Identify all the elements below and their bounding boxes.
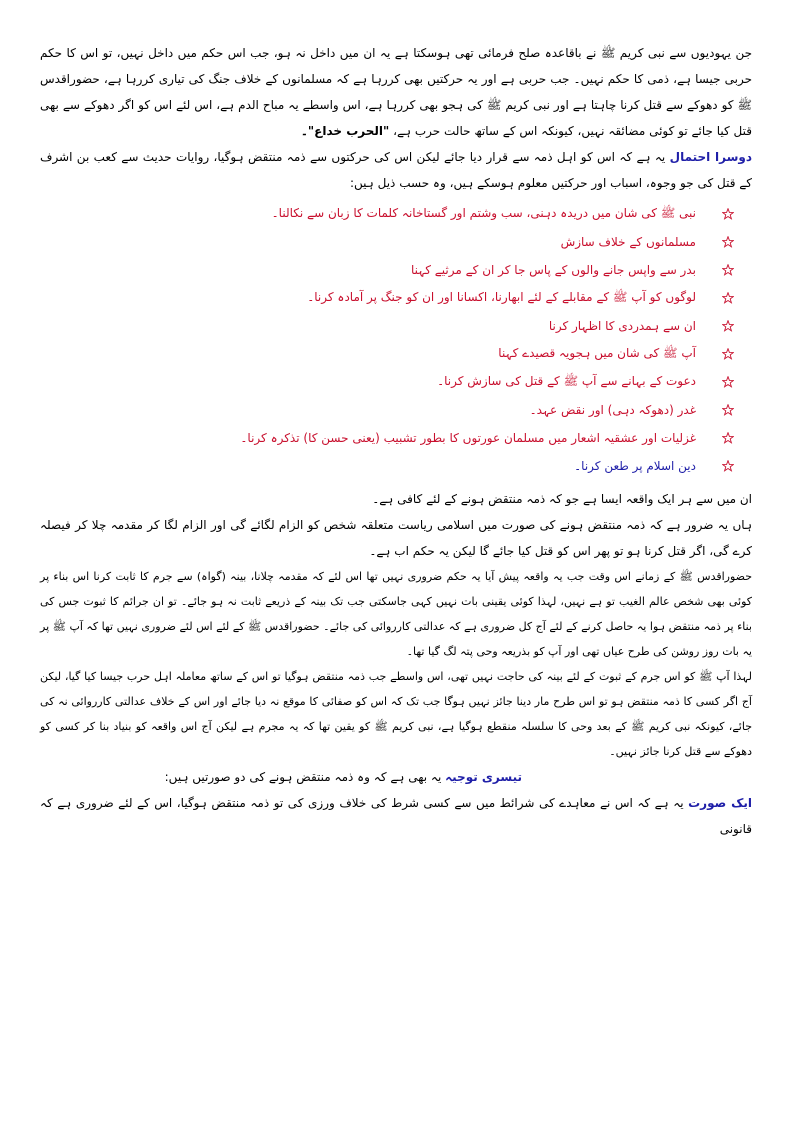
star-outline-icon [722, 208, 734, 220]
paragraph-2-text: یہ ہے کہ اس کو اہل ذمہ سے قرار دیا جائے لیکن اس کی حرکتوں سے ذمہ منتقض ہوگیا، روایات حدیث سے کعب بن اشرف کے قتل کی جو وجوہ، اسباب اور حرکتیں معلوم ہوسکے ہیں، وہ حسب ذیل ہیں: [40, 150, 752, 190]
list-item [40, 228, 734, 256]
star-outline-icon [722, 236, 734, 248]
star-outline-icon [722, 320, 734, 332]
paragraph-1 [40, 40, 752, 144]
small-text-block [40, 564, 752, 764]
list-item [40, 340, 734, 368]
list-item-text: ان سے ہمدردی کا اظہار کرنا [548, 319, 696, 333]
star-outline-icon [722, 348, 734, 360]
paragraph-1-text: جن یہودیوں سے نبی کریم ﷺ نے باقاعدہ صلح فرمائی تھی ہوسکتا ہے یہ ان میں داخل نہ ہو، جب اس حکم میں داخل نہیں، تو اس کا حکم حربی جیسا ہے، ذمی کا حکم نہیں۔ جب حربی ہے اور یہ حرکتیں بھی کررہا ہے کہ مسلمانوں کے خلاف جنگ کی تیاری کررہا ہے، حضوراقدس ﷺ کو دھوکے سے قتل کرنا چاہتا ہے اور نبی کریم ﷺ کی ہجو بھی کررہا ہے، اس واسطے یہ مباح الدم ہے، اس لئے اس کو اگر دھوکے سے بھی قتل کیا جائے تو کوئی مضائقہ نہیں، کیونکہ اس کے ساتھ حالت حرب ہے، [40, 46, 752, 138]
list-item-text: دین اسلام پر طعن کرنا۔ [574, 459, 696, 473]
paragraph-8 [40, 790, 752, 842]
star-outline-icon [722, 292, 734, 304]
paragraph-8-lead: ایک صورت [688, 796, 752, 810]
list-item-text: لوگوں کو آپ ﷺ کے مقابلے کے لئے ابھارنا، اکسانا اور ان کو جنگ پر آمادہ کرنا۔ [307, 289, 696, 304]
paragraph-2 [40, 144, 752, 196]
list-item [40, 312, 734, 340]
list-item-text: آپ ﷺ کی شان میں ہجویہ قصیدے کہنا [498, 345, 696, 360]
paragraph-7 [40, 764, 752, 790]
list-item [40, 424, 734, 452]
star-outline-icon [722, 376, 734, 388]
paragraph-3: ان میں سے ہر ایک واقعہ ایسا ہے جو کہ ذمہ منتقض ہونے کے لئے کافی ہے۔ [372, 492, 752, 506]
paragraph-8-text: یہ ہے کہ اس نے معاہدے کی شرائط میں سے کسی شرط کی خلاف ورزی کی تو ذمہ منتقض ہوگیا، اس کے لئے ضروری ہے کہ قانونی [40, 796, 752, 836]
paragraph-7-lead: تیسری توجیہ [445, 770, 522, 784]
list-item-text: مسلمانوں کے خلاف سازش [560, 235, 696, 249]
paragraph-2-lead: دوسرا احتمال [669, 150, 753, 164]
list-item-text: دعوت کے بہانے سے آپ ﷺ کے قتل کی سازش کرنا۔ [437, 373, 696, 388]
list-item-text: بدر سے واپس جانے والوں کے پاس جا کر ان کے مرثیے کہنا [410, 263, 696, 277]
star-outline-icon [722, 264, 734, 276]
document-page [40, 40, 752, 842]
star-outline-icon [722, 432, 734, 444]
list-item [40, 284, 734, 312]
star-outline-icon [722, 460, 734, 472]
list-item-text: نبی ﷺ کی شان میں دریدہ دہنی، سب وشتم اور گستاخانہ کلمات کا زبان سے نکالنا۔ [271, 205, 696, 220]
paragraph-1-quote: "الحرب خداع"۔ [300, 124, 390, 138]
list-item [40, 396, 734, 424]
list-item [40, 200, 734, 228]
list-item-text: غدر (دھوکہ دہی) اور نقض عہد۔ [529, 403, 696, 417]
list-item [40, 452, 734, 480]
reasons-list [40, 200, 752, 480]
list-item-text: غزلیات اور عشقیہ اشعار میں مسلمان عورتوں کا بطور تشبیب (یعنی حسن کا) تذکرہ کرنا۔ [240, 431, 696, 445]
paragraph-6: لہذا آپ ﷺ کو اس جرم کے ثبوت کے لئے بینہ کی حاجت نہیں تھی، اس واسطے جب ذمہ منتقض ہوگیا تو اس کے ساتھ معاملہ اہل حرب جیسا کیا گیا، لیکن آج اگر کسی کا ذمہ منتقض ہو تو اس طرح مار دینا جائز نہیں ہوگا جب تک کہ اس کو صفائی کا موقع نہ دیا جائے اور اس کے خلاف عدالتی کارروائی نہ کی جائے، کیونکہ نبی کریم ﷺ کے بعد وحی کا سلسلہ منقطع ہوگیا ہے، نبی کریم ﷺ کو یقین تھا کہ یہ مجرم ہے لیکن آج اس واقعہ کو بنیاد بنا کر کسی کو دھوکے سے قتل کرنا جائز نہیں۔ [40, 670, 752, 758]
paragraph-5: حضوراقدس ﷺ کے زمانے اس وقت جب یہ واقعہ پیش آیا یہ حکم ضروری نہیں تھا اس لئے کہ مقدمہ چلانا، بینہ (گواہ) سے جرم کا ثابت کرنا اس بناء پر کوئی بھی شخص عالم الغیب تو ہے نہیں، لہذا کوئی یقینی بات نہیں کہی جاسکتی جب تک بینہ کے ذریعے ثابت نہ ہو جائے۔ تو ان جرائم کا ثبوت جس کی بناء پر ذمہ منتقض ہوا یہ حاصل کرنے کے لئے آج کل ضروری ہے کہ عدالتی کارروائی کی جائے۔ حضوراقدس ﷺ کے لئے اس لئے ضروری نہیں تھا کہ آپ ﷺ پر یہ بات روز روشن کی طرح عیاں تھی اور آپ کو بذریعہ وحی پتہ لگ گیا تھا۔ [40, 570, 752, 658]
paragraph-7-text: یہ بھی ہے کہ وہ ذمہ منتقض ہونے کی دو صورتیں ہیں: [164, 770, 442, 784]
star-outline-icon [722, 404, 734, 416]
paragraph-4: ہاں یہ ضرور ہے کہ ذمہ منتقض ہونے کی صورت میں اسلامی ریاست متعلقہ شخص کو الزام لگائے گی اور الزام لگا کر مقدمہ چلا کر فیصلہ کرے گی، اگر قتل کرنا ہو تو پھر اس کو قتل کیا جائے گا لیکن یہ حکم اب ہے۔ [40, 518, 752, 558]
list-item [40, 368, 734, 396]
list-item [40, 256, 734, 284]
